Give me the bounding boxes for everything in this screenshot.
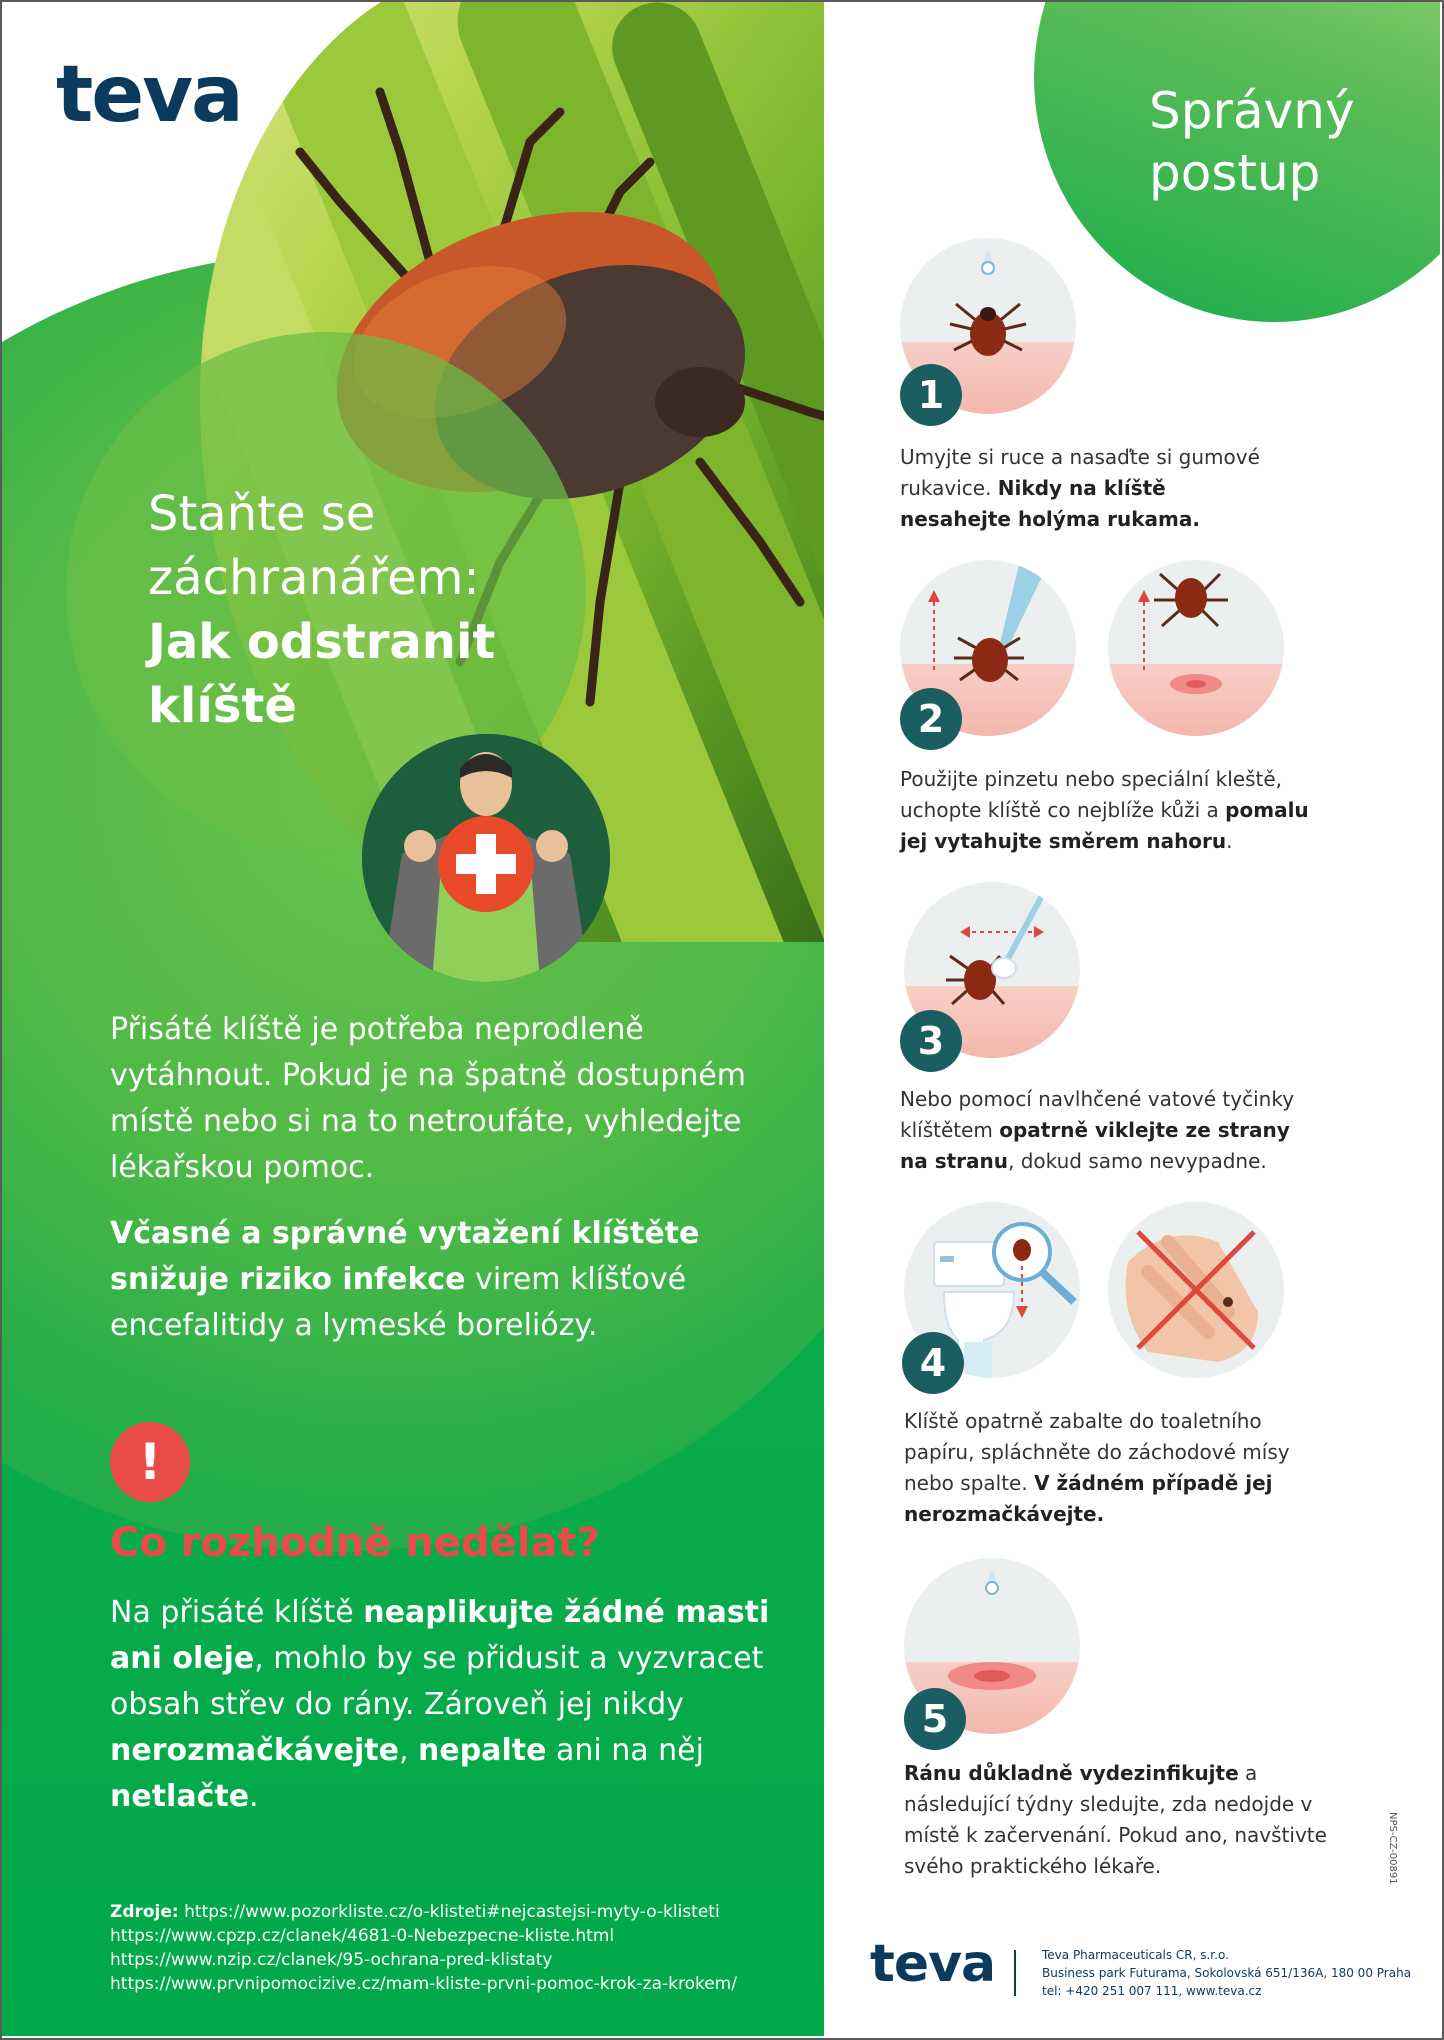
warning-title: Co rozhodně nedělat?: [110, 1520, 600, 1566]
intro-highlight: Včasné a správné vytažení klíštěte snižuje riziko infekce: [110, 1216, 700, 1297]
step5-bold-part: Ránu důkladně vydezinfikujte: [904, 1761, 1239, 1785]
step2-illustration-after: [1108, 560, 1284, 736]
footer-address: [1042, 1946, 1422, 2000]
warning-bold-part: neaplikujte žádné masti ani oleje: [110, 1595, 770, 1676]
intro-paragraph-2-rest: virem klíšťové encefalitidy a lymeské boreliózy.: [110, 1262, 687, 1343]
step4-text-part: Klíště opatrně zabalte do toaletního papíru, spláchněte do záchodové mísy nebo spalte.: [904, 1409, 1290, 1495]
warning-text-part: ,: [398, 1733, 419, 1768]
warning-bold-part: netlačte: [110, 1779, 250, 1814]
procedure-title-line2: postup: [1149, 144, 1321, 202]
left-column: [2, 2, 824, 2036]
step5-number-badge: 5: [904, 1688, 966, 1750]
warning-text-part: ani na něj: [546, 1733, 704, 1768]
step1-bold-part: Nikdy na klíště nesahejte holýma rukama.: [900, 476, 1200, 531]
headline-bold-line1: Jak odstranit: [148, 614, 496, 670]
footer-street: Business park Futurama, Sokolovská 651/136A, 180 00 Praha: [1042, 1966, 1412, 1980]
source-link[interactable]: https://www.prvnipomocizive.cz/mam-kliste-prvni-pomoc-krok-za-krokem/: [110, 1974, 737, 1994]
step3-text-part: Nebo pomocí navlhčené vatové tyčinky klíštětem: [900, 1087, 1295, 1142]
sources: [110, 1900, 810, 1996]
footer-divider: [1014, 1950, 1016, 1996]
warning-bold-part: nerozmačkávejte: [110, 1733, 399, 1768]
source-link[interactable]: https://www.nzip.cz/clanek/95-ochrana-pred-klistaty: [110, 1950, 553, 1970]
step2-text-part: Použijte pinzetu nebo speciální kleště, uchopte klíště co nejblíže kůži a: [900, 767, 1282, 822]
headline: [148, 482, 608, 738]
step2-text-end: .: [1226, 829, 1233, 853]
right-column: [824, 2, 1440, 2036]
intro-paragraph-1: Přisáté klíště je potřeba neprodleně vytáhnout. Pokud je na špatně dostupném místě nebo si na to netroufáte, vyhledejte lékařskou pomoc.: [110, 1012, 746, 1185]
teva-logo: teva: [56, 50, 242, 140]
headline-bold-line2: klíště: [148, 678, 297, 734]
step4-number-badge: 4: [902, 1332, 964, 1394]
step1-number-badge: 1: [900, 364, 962, 426]
step3-number-badge: 3: [900, 1010, 962, 1072]
source-line-4: [110, 1972, 810, 1996]
footer-teva-logo: teva: [870, 1934, 996, 1994]
intro-paragraph-2: [110, 1211, 790, 1349]
procedure-title: [1149, 80, 1355, 204]
source-line-3: [110, 1948, 810, 1972]
superhero-icon: [362, 734, 610, 982]
step1-text: [900, 442, 1280, 535]
step2-bold-part: pomalu jej vytahujte směrem nahoru: [900, 798, 1309, 853]
step4-text: [904, 1406, 1324, 1530]
warning-icon: !: [110, 1422, 190, 1502]
step3-text-end: , dokud samo nevypadne.: [1008, 1149, 1267, 1173]
step3-bold-part: opatrně viklejte ze strany na stranu: [900, 1118, 1290, 1173]
intro-text: [110, 1007, 790, 1369]
warning-text-part: .: [249, 1779, 259, 1814]
step4-illustration-wrong: [1108, 1202, 1284, 1378]
footer-company: Teva Pharmaceuticals CR, s.r.o.: [1042, 1948, 1229, 1962]
step2-number-badge: 2: [900, 688, 962, 750]
source-line-2: [110, 1924, 810, 1948]
step5-text-end: a následující týdny sledujte, zda nedojde v místě k začervenání. Pokud ano, navštivte svého praktického lékaře.: [904, 1761, 1327, 1878]
source-link[interactable]: https://www.cpzp.cz/clanek/4681-0-Nebezpecne-kliste.html: [110, 1926, 615, 1946]
footer-contact: tel: +420 251 007 111, www.teva.cz: [1042, 1984, 1262, 1998]
step5-text: [904, 1758, 1344, 1882]
warning-text: [110, 1590, 800, 1820]
sources-label: Zdroje:: [110, 1902, 179, 1922]
headline-line2: záchranářem:: [148, 550, 480, 606]
step3-text: [900, 1084, 1320, 1177]
warning-text-part: Na přisáté klíště: [110, 1595, 364, 1630]
headline-line1: Staňte se: [148, 486, 376, 542]
step2-text: [900, 764, 1320, 857]
document-code: NPS-CZ-00891: [1387, 1812, 1398, 1885]
warning-text-part: , mohlo by se přidusit a vyzvracet obsah střev do rány. Zároveň jej nikdy: [110, 1641, 764, 1722]
procedure-title-line1: Správný: [1149, 82, 1355, 140]
step4-bold-part: V žádném případě jej nerozmačkávejte.: [904, 1471, 1273, 1526]
step1-text-part: Umyjte si ruce a nasaďte si gumové rukavice.: [900, 445, 1260, 500]
source-link[interactable]: https://www.pozorkliste.cz/o-klisteti#nejcastejsi-myty-o-klisteti: [184, 1902, 720, 1922]
warning-bold-part: nepalte: [418, 1733, 547, 1768]
source-line-1: [110, 1900, 810, 1924]
